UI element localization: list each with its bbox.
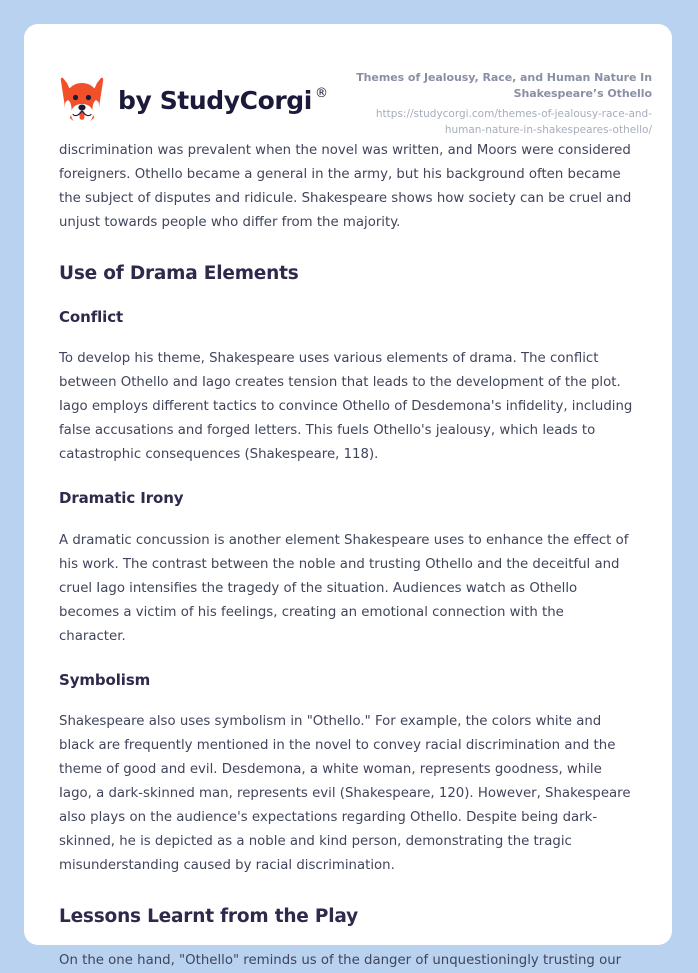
heading-use-of-drama-elements: Use of Drama Elements (59, 262, 299, 284)
paragraph-lessons-learnt: On the one hand, "Othello" reminds us of the danger of unquestioningly trusting our (59, 953, 622, 969)
page-url: https://studycorgi.com/themes-of-jealousy-race-and-human-nature-in-shakespeares-othello/ (375, 108, 652, 136)
brand-block (59, 66, 328, 126)
brand-name-label: by StudyCorgi (118, 85, 312, 115)
paragraph-dramatic-irony: A dramatic concussion is another element Shakespeare uses to enhance the effect of his work. The contrast between the noble and trusting Othello and the deceitful and cruel Iago intensifies the tragedy of the situation. Audiences watch as Othello becomes a victim of his feelings, creating an emotional connection with the character. (59, 532, 629, 644)
document-page-card (24, 24, 672, 969)
header-meta (352, 66, 652, 139)
brand-name (118, 86, 328, 115)
registered-trademark-icon: ® (314, 85, 328, 101)
page-title: Themes of Jealousy, Race, and Human Nature In Shakespeare’s Othello (356, 71, 652, 100)
paragraph-conflict: To develop his theme, Shakespeare uses various elements of drama. The conflict between Othello and Iago creates tension that leads to the development of the plot. Iago employs different tactics to convince Othello of Desdemona's infidelity, including false accusations and forged letters. This fuels Othello's jealousy, which leads to catastrophic consequences (Shakespeare, 118). (59, 351, 633, 463)
heading-lessons-learnt: Lessons Learnt from the Play (59, 906, 358, 928)
paragraph-discrimination: discrimination was prevalent when the novel was written, and Moors were considered foreigners. Othello became a general in the army, but his background often became the subject of disputes and ridicule. Shakespeare shows how society can be cruel and unjust towards people who differ from the majority. (59, 142, 632, 230)
document-header (24, 24, 672, 139)
heading-dramatic-irony: Dramatic Irony (59, 489, 184, 508)
heading-conflict: Conflict (59, 307, 124, 326)
document-body (24, 139, 672, 973)
paragraph-symbolism: Shakespeare also uses symbolism in "Othello." For example, the colors white and black are frequently mentioned in the novel to convey racial discrimination and the theme of good and evil. Desdemona, a white woman, represents goodness, while Iago, a dark-skinned man, represents evil (Shakespeare, 120). However, Shakespeare also plays on the audience's expectations regarding Othello. Despite being dark-skinned, he is depicted as a noble and kind person, demonstrating the tragic misunderstanding caused by racial discrimination. (59, 714, 631, 874)
corgi-face-logo-icon (59, 74, 105, 126)
heading-symbolism: Symbolism (59, 670, 151, 689)
